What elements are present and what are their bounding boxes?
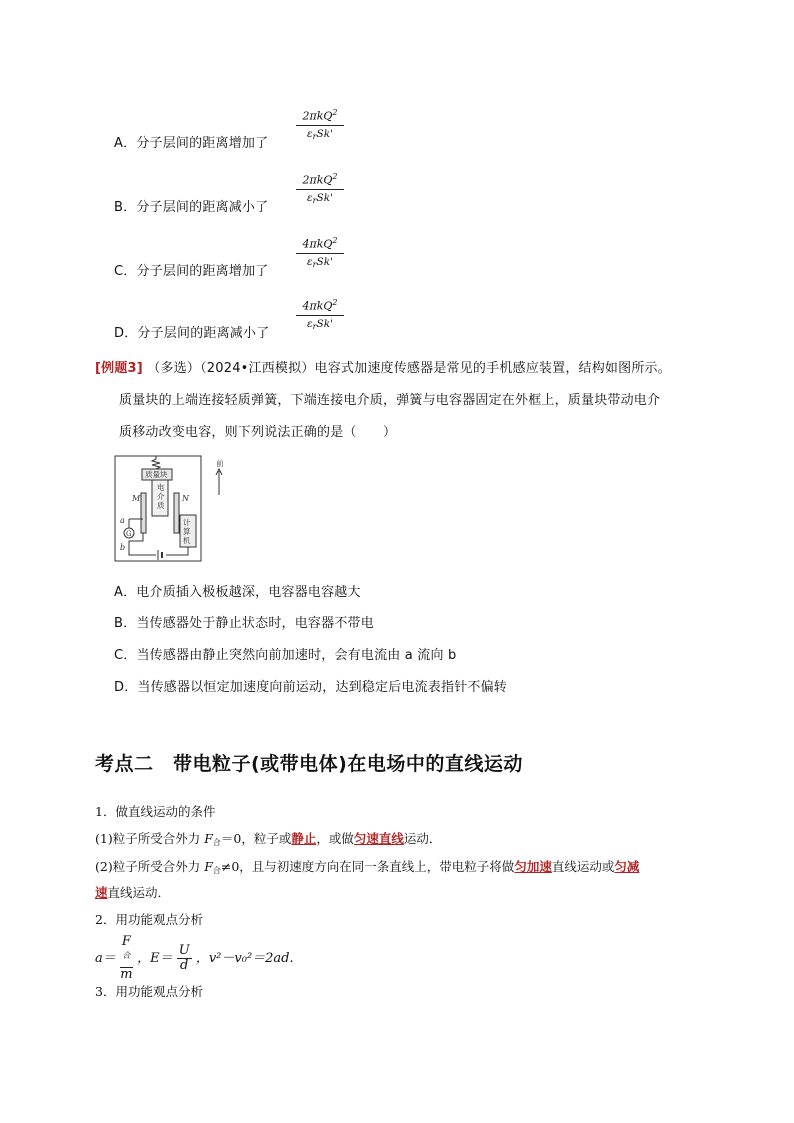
point-a-label: a <box>120 516 125 525</box>
condition-2: (2)粒子所受合外力 $F_合\ne 0$，且与初速度方向在同一条直线上，带电粒子将做匀加速直线运动或匀减 <box>95 859 640 875</box>
capacitor-diagram <box>112 453 237 568</box>
dielectric-label-2: 介 <box>157 492 165 501</box>
spring <box>152 456 160 469</box>
section-title: 考点二 带电粒子(或带电体)在电场中的直线运动 <box>95 753 523 775</box>
condition-2-cont: 速直线运动． <box>95 885 171 900</box>
wire-right <box>166 547 188 555</box>
example-line-2: 质量块的上端连接轻质弹簧，下端连接电介质，弹簧与电容器固定在外框上，质量块带动电介 <box>119 393 661 408</box>
option-b: B．分子层间的距离减小了 <box>114 200 269 215</box>
option-a: A．分子层间的距离增加了 <box>114 136 269 151</box>
highlight-uniform-accel: 匀加速 <box>514 859 552 874</box>
item-1-heading: 1．做直线运动的条件 <box>95 804 216 819</box>
computer-label-3: 机 <box>183 536 191 545</box>
plate-m <box>141 493 146 533</box>
option-c-fraction: 4πkQ$^2$ $\varepsilon_rSk'$ <box>296 236 344 269</box>
condition-1: (1)粒子所受合外力 $F_合=0$，粒子或静止，或做匀速直线运动． <box>95 831 442 847</box>
plate-n <box>174 493 179 533</box>
dielectric-label-3: 质 <box>157 501 165 510</box>
galvanometer-label: G <box>126 530 132 538</box>
example-line-3: 质移动改变电容，则下列说法正确的是（ ） <box>119 425 397 440</box>
kinematics-formula: a＝ F $^合$ m ，E＝ $\frac{U}{d}$ ，v²－v₀²＝2ad. <box>95 934 294 983</box>
mass-block-label: 质量块 <box>145 470 168 479</box>
plate-m-label: M <box>132 494 141 503</box>
option-bottom-d: D．当传感器以恒定加速度向前运动，达到稳定后电流表指针不偏转 <box>114 680 508 695</box>
option-d: D．分子层间的距离减小了 <box>114 326 270 341</box>
option-a-fraction: 2πkQ$^2$ $\varepsilon_rSk'$ <box>296 108 344 141</box>
option-c: C．分子层间的距离增加了 <box>114 264 269 279</box>
option-bottom-b: B．当传感器处于静止状态时，电容器不带电 <box>114 616 374 631</box>
highlight-static: 静止 <box>291 831 317 846</box>
highlight-uniform-linear: 匀速直线 <box>353 831 404 846</box>
option-bottom-a: A．电介质插入极板越深，电容器电容越大 <box>114 585 361 600</box>
front-label: 前 <box>216 459 224 468</box>
item-2-heading: 2．用功能观点分析 <box>95 912 203 927</box>
point-b-label: b <box>120 543 126 552</box>
dielectric-label-1: 电 <box>157 483 165 492</box>
option-bottom-c: C．当传感器由静止突然向前加速时，会有电流由 a 流向 b <box>114 648 457 663</box>
option-b-fraction: 2πkQ$^2$ $\varepsilon_rSk'$ <box>296 172 344 205</box>
highlight-uniform-decel: 匀减 <box>614 859 640 874</box>
example-tag: [例题3] <box>95 361 143 376</box>
example-line-1: [例题3] （多选）（2024•江西模拟）电容式加速度传感器是常见的手机感应装置，结构如图所示。 <box>95 361 671 376</box>
item-3-heading: 3．用功能观点分析 <box>95 984 203 999</box>
computer-label-1: 计 <box>183 518 191 527</box>
computer-label-2: 算 <box>183 527 191 536</box>
option-d-fraction: 4πkQ$^2$ $\varepsilon_rSk'$ <box>296 298 344 331</box>
plate-n-label: N <box>182 494 189 503</box>
